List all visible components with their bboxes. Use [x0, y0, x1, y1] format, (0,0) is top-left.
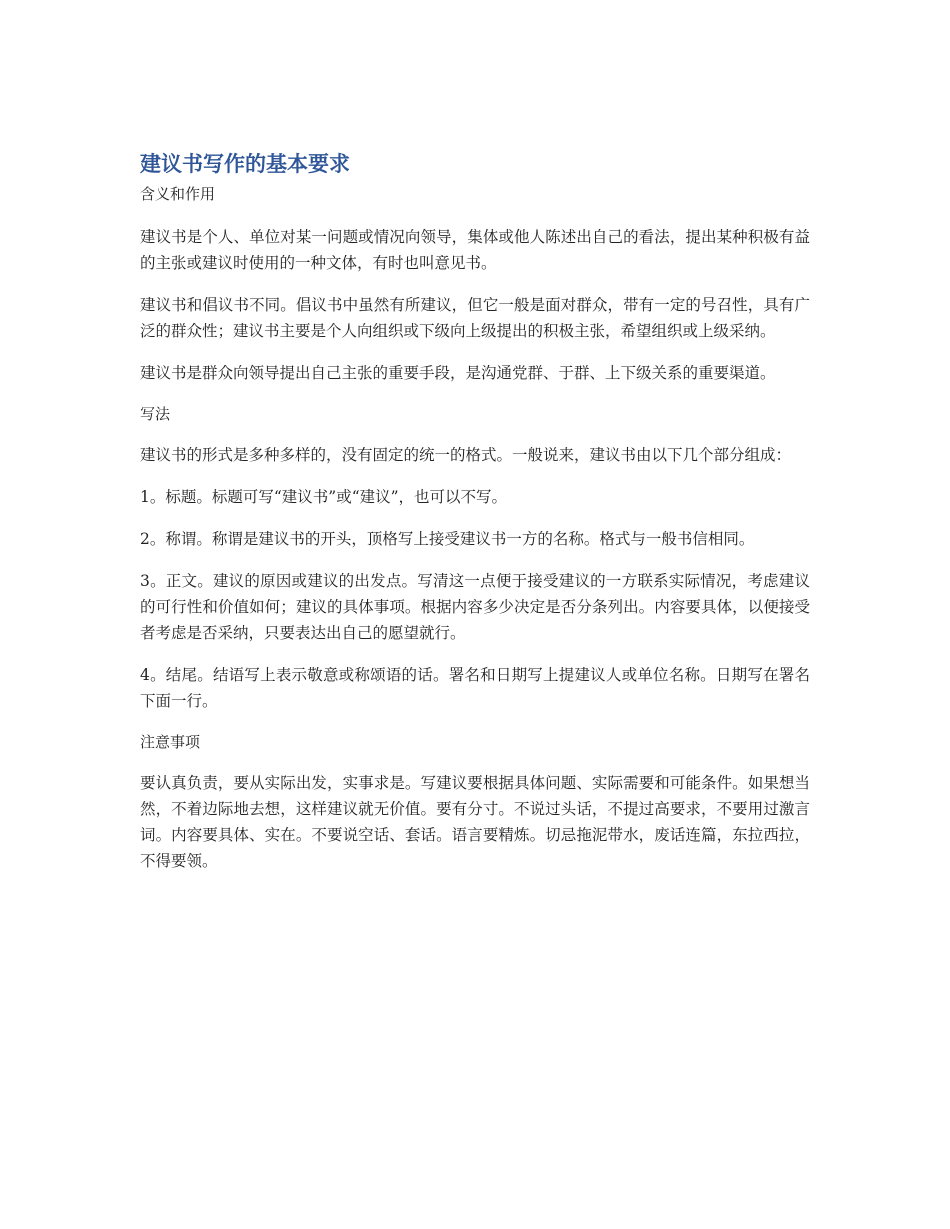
- document-page: [140, 148, 810, 874]
- paragraph: 要认真负责，要从实际出发，实事求是。写建议要根据具体问题、实际需要和可能条件。如果想当然，不着边际地去想，这样建议就无价值。要有分寸。不说过头话，不提过高要求，不要用过激言词。内容要具体、实在。不要说空话、套话。语言要精炼。切忌拖泥带水，废话连篇，东拉西拉，不得要领。: [140, 774, 810, 870]
- paragraph: 建议书的形式是多种多样的，没有固定的统一的格式。一般说来，建议书由以下几个部分组成：: [140, 446, 792, 464]
- document-title: 建议书写作的基本要求: [140, 152, 350, 176]
- list-item: 1。标题。标题可写“建议书”或“建议”，也可以不写。: [140, 488, 508, 506]
- paragraph: 建议书是群众向领导提出自己主张的重要手段，是沟通党群、于群、上下级关系的重要渠道。: [140, 364, 776, 382]
- section-heading-meaning: 含义和作用: [140, 185, 216, 203]
- list-item: 3。正文。建议的原因或建议的出发点。写清这一点便于接受建议的一方联系实际情况，考虑建议的可行性和价值如何；建议的具体事项。根据内容多少决定是否分条列出。内容要具体，以便接受者考虑是否采纳，只要表达出自己的愿望就行。: [140, 572, 810, 642]
- paragraph: 建议书和倡议书不同。倡议书中虽然有所建议，但它一般是面对群众，带有一定的号召性，具有广泛的群众性；建议书主要是个人向组织或下级向上级提出的积极主张，希望组织或上级采纳。: [140, 296, 810, 340]
- section-heading-notes: 注意事项: [140, 733, 201, 751]
- paragraph: 建议书是个人、单位对某一问题或情况向领导，集体或他人陈述出自己的看法，提出某种积极有益的主张或建议时使用的一种文体，有时也叫意见书。: [140, 228, 810, 272]
- section-heading-writing: 写法: [140, 405, 171, 423]
- list-item: 2。称谓。称谓是建议书的开头，顶格写上接受建议书一方的名称。格式与一般书信相同。: [140, 530, 755, 548]
- list-item: 4。结尾。结语写上表示敬意或称颂语的话。署名和日期写上提建议人或单位名称。日期写在署名下面一行。: [140, 666, 810, 710]
